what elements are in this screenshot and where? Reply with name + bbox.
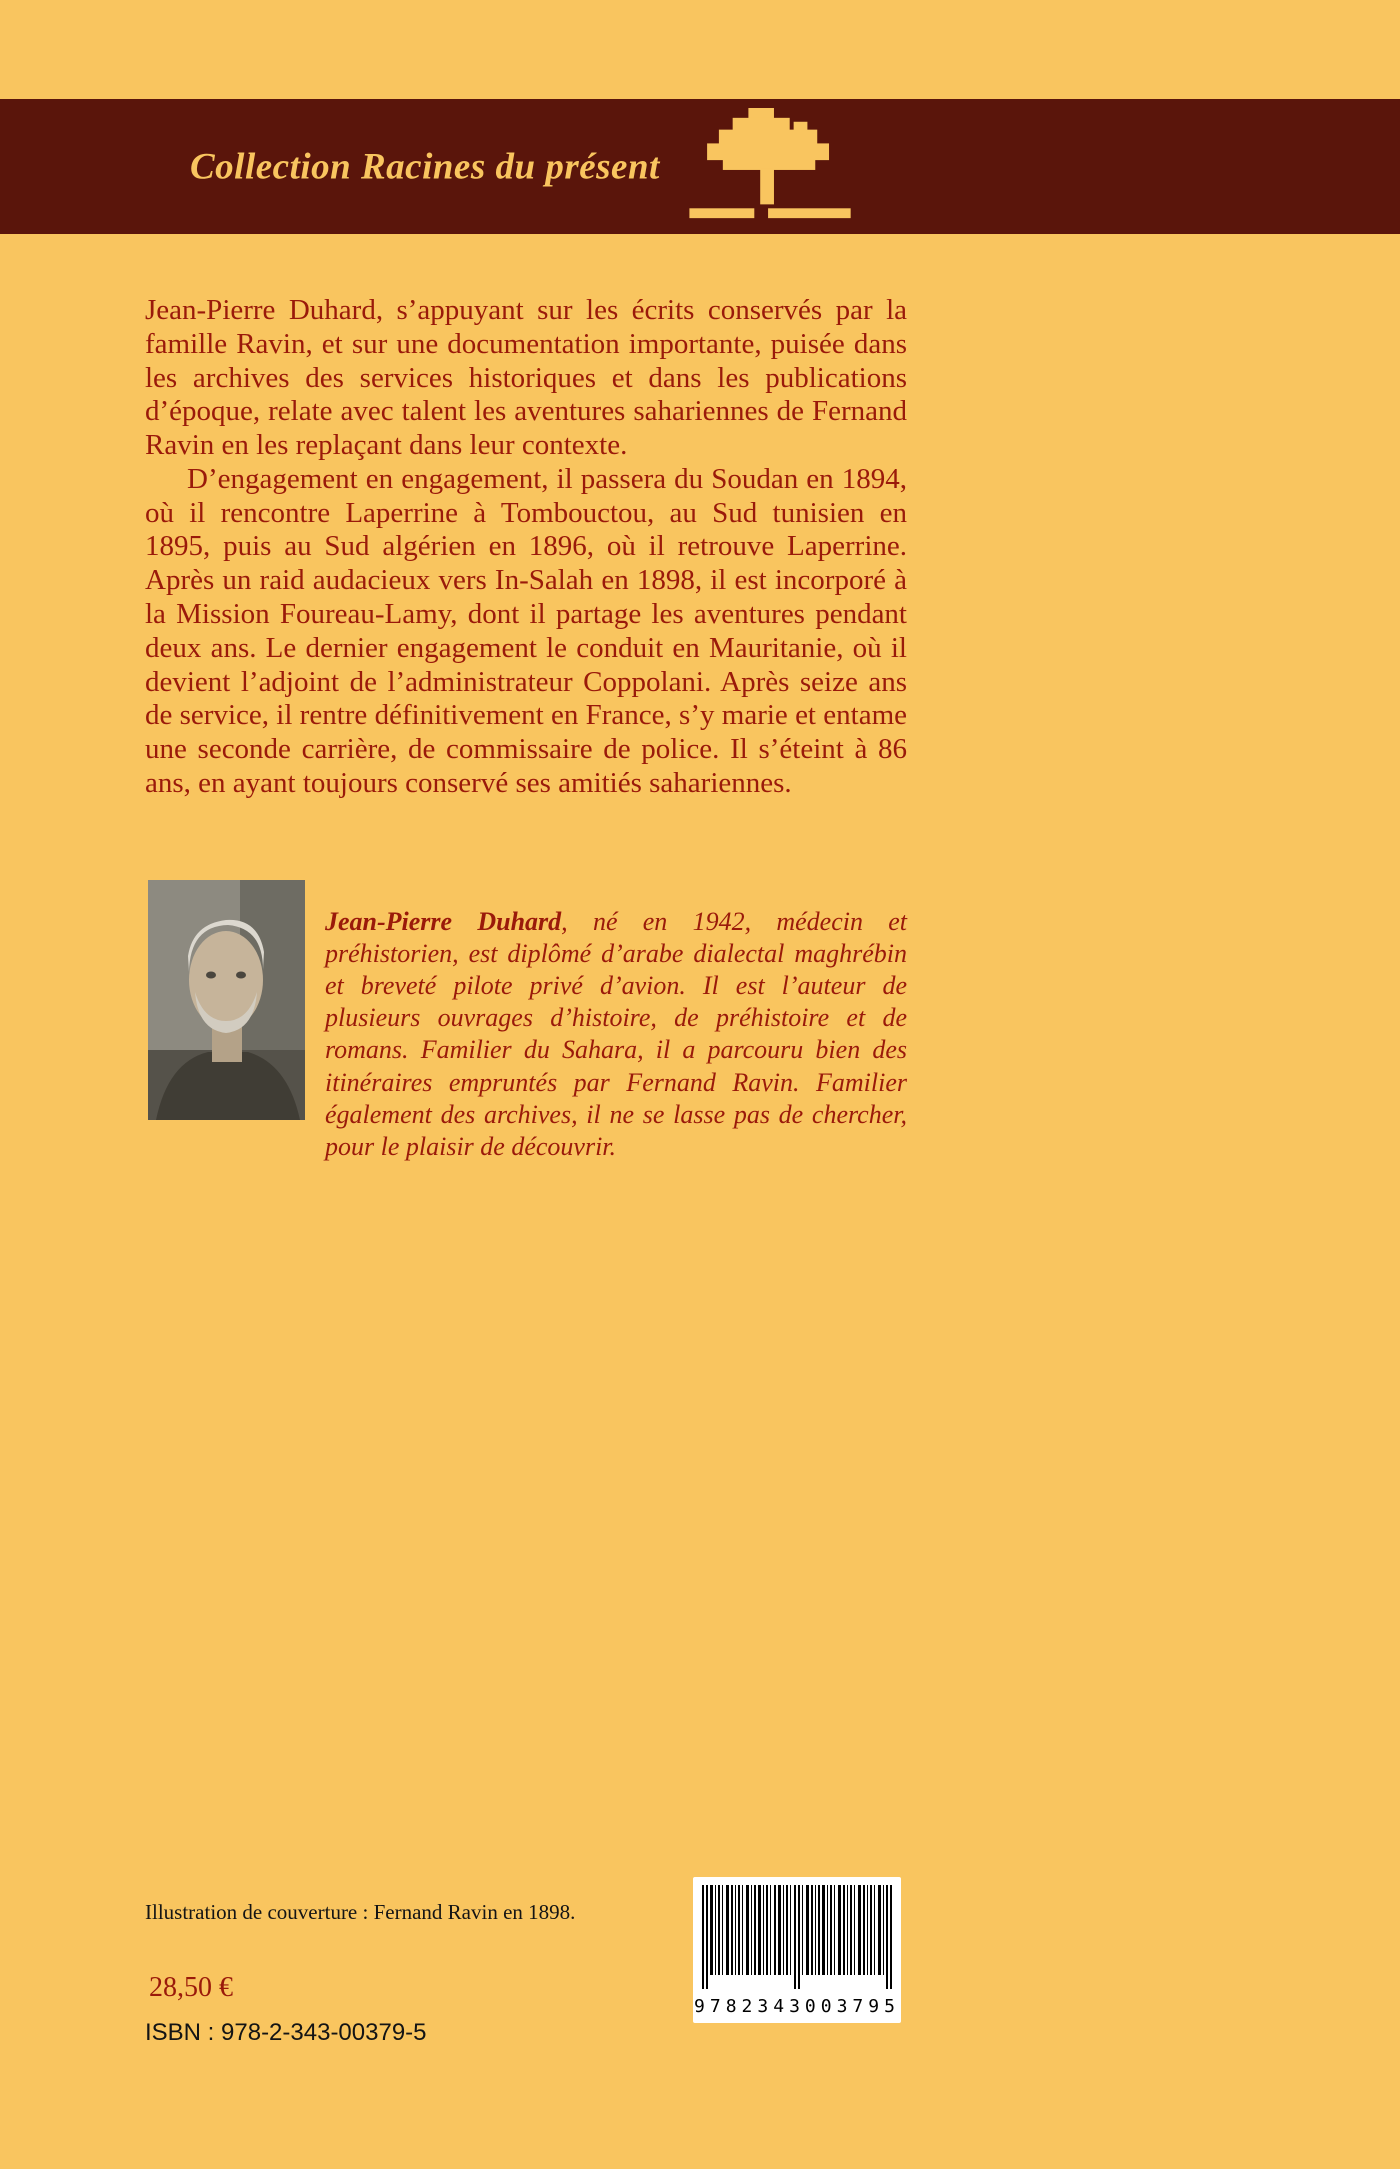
collection-title: Collection Racines du présent: [190, 146, 660, 187]
barcode-number: 9782343003795: [694, 1996, 900, 2017]
author-bio-text: , né en 1942, médecin et préhistorien, est diplômé d’arabe dialectal maghrébin et breveté pilote privé d’avion. Il est l’auteur de plusieurs ouvrages d’histoire, de préhistoire et de romans. Familier du Sahara, il a parcouru bien des itinéraires empruntés par Fernand Ravin. Familier également des archives, il ne se lasse pas de chercher, pour le plaisir de découvrir.: [325, 907, 907, 1161]
tree-logo-icon: [682, 108, 862, 226]
isbn: ISBN : 978-2-343-00379-5: [145, 2019, 427, 2046]
collection-band: [0, 99, 1400, 234]
author-bio: [325, 906, 907, 1163]
author-name: Jean-Pierre Duhard: [325, 907, 562, 936]
price: 28,50 €: [149, 1972, 233, 2003]
author-photo: [148, 880, 305, 1120]
cover-illustration-credit: Illustration de couverture : Fernand Ravin en 1898.: [145, 1900, 576, 1924]
synopsis-paragraph-2: D’engagement en engagement, il passera du Soudan en 1894, où il rencontre Laperrine à Tombouctou, au Sud tunisien en 1895, puis au Sud algérien en 1896, où il retrouve Laperrine. Après un raid audacieux vers In-Salah en 1898, il est incorporé à la Mission Foureau-Lamy, dont il partage les aventures pendant deux ans. Le dernier engagement le conduit en Mauritanie, où il devient l’adjoint de l’administrateur Coppolani. Après seize ans de service, il rentre définitivement en France, s’y marie et entame une seconde carrière, de commissaire de police. Il s’éteint à 86 ans, en ayant toujours conservé ses amitiés sahariennes.: [145, 462, 907, 799]
synopsis: [145, 294, 907, 801]
synopsis-paragraph-1: Jean-Pierre Duhard, s’appuyant sur les écrits conservés par la famille Ravin, et sur une documentation importante, puisée dans les archives des services historiques et dans les publications d’époque, relate avec talent les aventures sahariennes de Fernand Ravin en les replaçant dans leur contexte.: [145, 294, 907, 462]
barcode: [693, 1877, 901, 2023]
